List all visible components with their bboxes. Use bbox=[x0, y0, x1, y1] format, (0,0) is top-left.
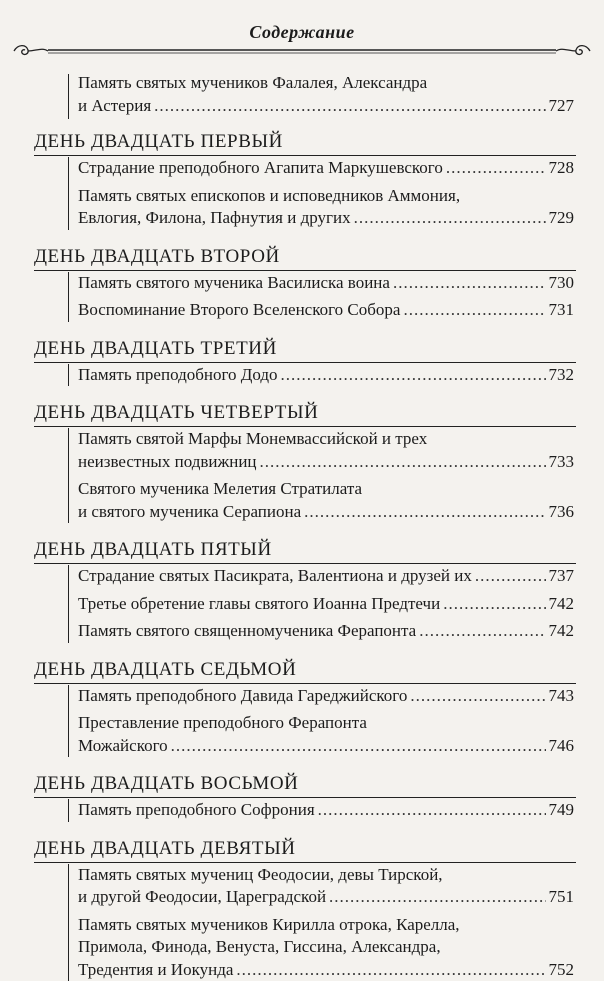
dot-leader bbox=[354, 207, 546, 229]
dot-leader bbox=[446, 157, 546, 179]
dot-leader bbox=[329, 886, 545, 908]
toc-entry-text: Страдание преподобного Агапита Маркушевского bbox=[78, 157, 443, 179]
dot-leader bbox=[410, 685, 545, 707]
section-left-rule bbox=[68, 428, 69, 523]
day-heading: ДЕНЬ ДВАДЦАТЬ ДЕВЯТЫЙ bbox=[34, 838, 296, 860]
toc-entry-text: неизвестных подвижниц bbox=[78, 451, 257, 473]
page-number: 742 bbox=[549, 593, 575, 615]
toc-entry-line bbox=[78, 299, 574, 321]
toc-entry-line bbox=[78, 272, 574, 294]
section-left-rule bbox=[68, 364, 69, 387]
section-left-rule bbox=[68, 685, 69, 758]
toc-entry-text: и святого мученика Серапиона bbox=[78, 501, 301, 523]
dot-leader bbox=[403, 299, 545, 321]
day-heading-rule bbox=[34, 362, 576, 363]
day-heading-rule bbox=[34, 862, 576, 863]
section-left-rule bbox=[68, 157, 69, 230]
toc-entry-line: Память святых мучеников Фалалея, Александра bbox=[78, 72, 574, 94]
section-left-rule bbox=[68, 565, 69, 643]
day-heading: ДЕНЬ ДВАДЦАТЬ ПЕРВЫЙ bbox=[34, 131, 283, 153]
day-heading-rule bbox=[34, 683, 576, 684]
page-title: Содержание bbox=[0, 22, 604, 43]
page-number: 737 bbox=[549, 565, 575, 587]
dot-leader bbox=[260, 451, 546, 473]
toc-entry-line: Память святых мучениц Феодосии, девы Тирской, bbox=[78, 864, 574, 886]
toc-entry-text: Память святого священномученика Ферапонта bbox=[78, 620, 416, 642]
toc-entry-line bbox=[78, 95, 574, 117]
toc-entry-line bbox=[78, 735, 574, 757]
toc-entry-line: Память святых епископов и исповедников Аммония, bbox=[78, 185, 574, 207]
toc-entry-text: Память святого мученика Василиска воина bbox=[78, 272, 390, 294]
toc-entry-text: Тредентия и Иокунда bbox=[78, 959, 233, 981]
page-number: 732 bbox=[549, 364, 575, 386]
toc-entry-line: Преставление преподобного Ферапонта bbox=[78, 712, 574, 734]
day-heading: ДЕНЬ ДВАДЦАТЬ ВТОРОЙ bbox=[34, 246, 280, 268]
page-number: 733 bbox=[549, 451, 575, 473]
page-number: 730 bbox=[549, 272, 575, 294]
page-number: 727 bbox=[549, 95, 575, 117]
toc-entry-text: Евлогия, Филона, Пафнутия и других bbox=[78, 207, 351, 229]
day-heading-rule bbox=[34, 797, 576, 798]
toc-entry-line bbox=[78, 620, 574, 642]
toc-entry-text: Третье обретение главы святого Иоанна Предтечи bbox=[78, 593, 440, 615]
toc-entry-text: Воспоминание Второго Вселенского Собора bbox=[78, 299, 400, 321]
section-left-rule bbox=[68, 74, 69, 119]
page-number: 749 bbox=[549, 799, 575, 821]
day-heading-rule bbox=[34, 563, 576, 564]
dot-leader bbox=[154, 95, 545, 117]
toc-entry-text: Память преподобного Давида Гареджийского bbox=[78, 685, 407, 707]
dot-leader bbox=[236, 959, 545, 981]
toc-entry-line bbox=[78, 593, 574, 615]
page-number: 742 bbox=[549, 620, 575, 642]
page-number: 731 bbox=[549, 299, 575, 321]
day-heading: ДЕНЬ ДВАДЦАТЬ ВОСЬМОЙ bbox=[34, 773, 299, 795]
day-heading-rule bbox=[34, 426, 576, 427]
toc-entry-line bbox=[78, 364, 574, 386]
toc-entry-line bbox=[78, 207, 574, 229]
dot-leader bbox=[419, 620, 545, 642]
dot-leader bbox=[393, 272, 546, 294]
section-left-rule bbox=[68, 799, 69, 822]
day-heading: ДЕНЬ ДВАДЦАТЬ СЕДЬМОЙ bbox=[34, 659, 296, 681]
toc-entry-text: Можайского bbox=[78, 735, 168, 757]
dot-leader bbox=[318, 799, 546, 821]
page-number: 743 bbox=[549, 685, 575, 707]
day-heading: ДЕНЬ ДВАДЦАТЬ ЧЕТВЕРТЫЙ bbox=[34, 402, 318, 424]
toc-entry-line: Память святых мучеников Кирилла отрока, Карелла, bbox=[78, 914, 574, 936]
page-number: 728 bbox=[549, 157, 575, 179]
toc-entry-line bbox=[78, 886, 574, 908]
toc-entry-line bbox=[78, 451, 574, 473]
toc-entry-text: и другой Феодосии, Цареградской bbox=[78, 886, 326, 908]
toc-entry-line bbox=[78, 685, 574, 707]
toc-entry-line bbox=[78, 799, 574, 821]
dot-leader bbox=[281, 364, 546, 386]
page-number: 751 bbox=[549, 886, 575, 908]
toc-entry-line bbox=[78, 565, 574, 587]
page-number: 752 bbox=[549, 959, 575, 981]
page-number: 746 bbox=[549, 735, 575, 757]
dot-leader bbox=[475, 565, 546, 587]
day-heading: ДЕНЬ ДВАДЦАТЬ ТРЕТИЙ bbox=[34, 338, 277, 360]
page-number: 729 bbox=[549, 207, 575, 229]
toc-entry-line: Память святой Марфы Монемвассийской и трех bbox=[78, 428, 574, 450]
toc-entry-line bbox=[78, 157, 574, 179]
dot-leader bbox=[304, 501, 545, 523]
toc-entry-line: Святого мученика Мелетия Стратилата bbox=[78, 478, 574, 500]
day-heading-rule bbox=[34, 270, 576, 271]
toc-entry-text: Память преподобного Додо bbox=[78, 364, 278, 386]
section-left-rule bbox=[68, 272, 69, 322]
section-left-rule bbox=[68, 864, 69, 981]
toc-entry-line bbox=[78, 501, 574, 523]
dot-leader bbox=[443, 593, 545, 615]
toc-entry-line: Примола, Финода, Венуста, Гиссина, Александра, bbox=[78, 936, 574, 958]
day-heading: ДЕНЬ ДВАДЦАТЬ ПЯТЫЙ bbox=[34, 539, 272, 561]
day-heading-rule bbox=[34, 155, 576, 156]
toc-entry-line bbox=[78, 959, 574, 981]
toc-entry-text: Память преподобного Софрония bbox=[78, 799, 315, 821]
page-number: 736 bbox=[549, 501, 575, 523]
dot-leader bbox=[171, 735, 546, 757]
toc-entry-text: и Астерия bbox=[78, 95, 151, 117]
toc-entry-text: Страдание святых Пасикрата, Валентиона и друзей их bbox=[78, 565, 472, 587]
